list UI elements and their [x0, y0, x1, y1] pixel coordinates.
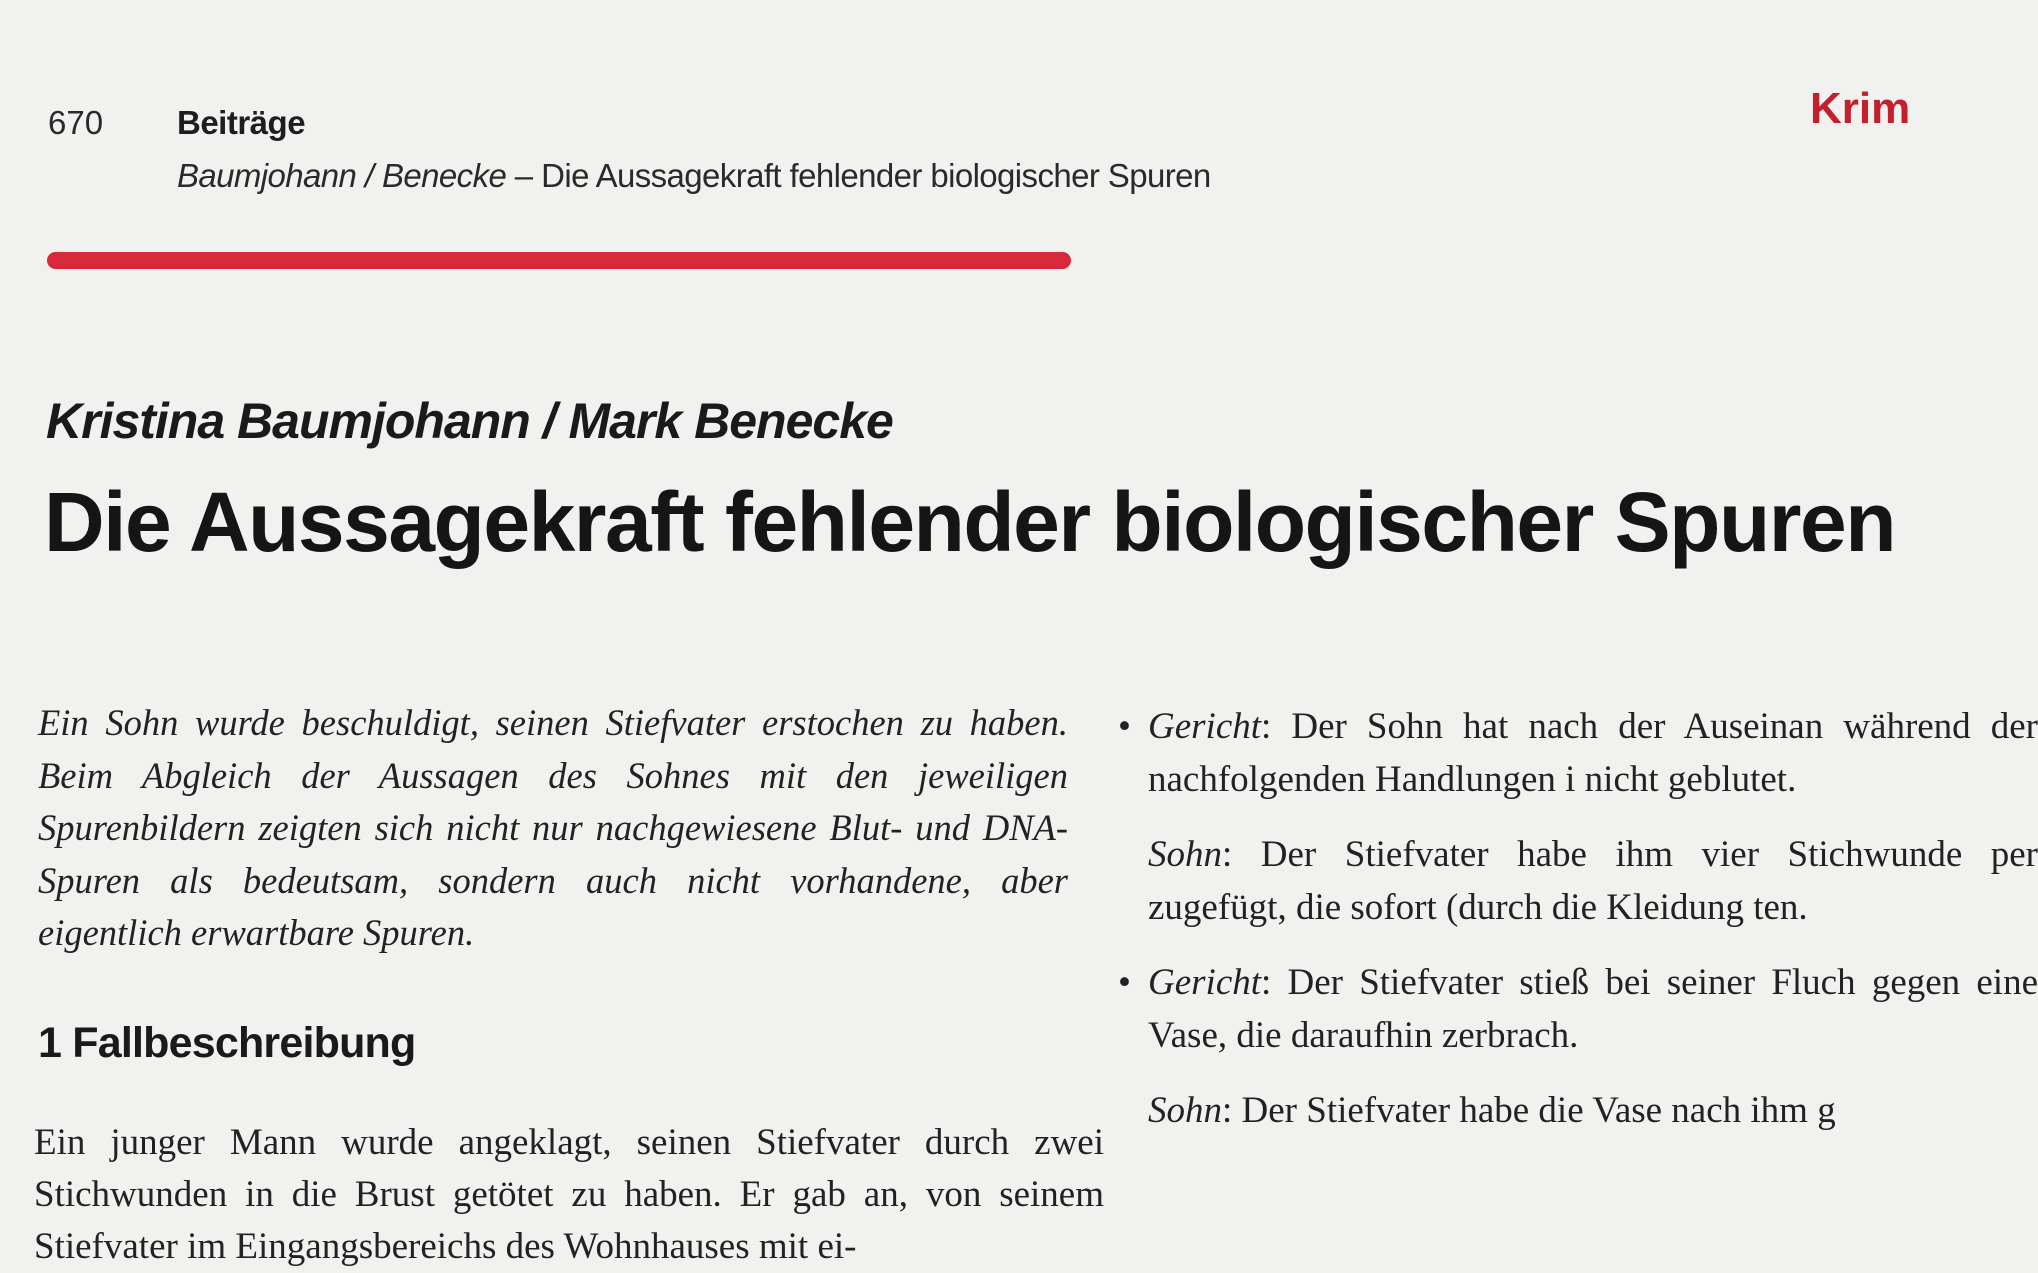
- section-label: Beiträge: [177, 104, 306, 141]
- article-title: Die Aussagekraft fehlender biologischer Spuren: [44, 475, 1896, 569]
- journal-name: Krim: [1810, 84, 1911, 133]
- running-title-text: Die Aussagekraft fehlender biologischer Spuren: [541, 157, 1211, 194]
- right-column: [1118, 700, 2038, 1137]
- page-number: 670: [48, 104, 104, 141]
- article-authors: Kristina Baumjohann / Mark Benecke: [46, 393, 893, 449]
- list-item: [1118, 700, 2038, 806]
- speaker-label: Sohn: [1148, 1090, 1222, 1131]
- abstract: Ein Sohn wurde beschuldigt, seinen Stiefvater erstochen zu haben. Beim Abgleich der Aussagen des Sohnes mit den jeweiligen Spurenbildern zeigten sich nicht nur nachgewiesene Blut- und DNA-Spuren als bedeutsam, sondern auch nicht vorhandene, aber eigentlich erwartbare Spuren.: [38, 702, 1068, 953]
- statement-text: : Der Sohn hat nach der Auseinan während der nachfolgenden Handlungen i nicht geblutet.: [1148, 706, 2038, 800]
- section-heading: 1 Fallbeschreibung: [38, 1019, 416, 1067]
- speaker-label: Sohn: [1148, 834, 1222, 875]
- list-item: [1118, 956, 2038, 1062]
- header-divider: [47, 252, 1071, 269]
- speaker-label: Gericht: [1148, 962, 1262, 1003]
- running-dash: –: [506, 157, 542, 194]
- statement-text: : Der Stiefvater habe ihm vier Stichwunde per zugefügt, die sofort (durch die Kleidung ten.: [1148, 834, 2038, 928]
- statement-text: : Der Stiefvater habe die Vase nach ihm g: [1222, 1090, 1836, 1131]
- left-column: [34, 697, 1104, 1267]
- running-authors: Baumjohann / Benecke: [177, 157, 507, 194]
- running-title: [177, 157, 1211, 195]
- bullet: •: [1118, 706, 1131, 747]
- bullet: •: [1118, 962, 1131, 1003]
- speaker-label: Gericht: [1148, 706, 1262, 747]
- list-item: [1118, 828, 2038, 934]
- body-paragraph: Ein junger Mann wurde angeklagt, seinen Stiefvater durch zwei Stichwunden in die Brust getötet zu haben. Er gab an, von seinem Stiefvater im Eingangsbereichs des Wohnhauses mit ei-: [34, 1122, 1104, 1267]
- list-item: [1118, 1084, 2038, 1137]
- statement-text: : Der Stiefvater stieß bei seiner Fluch gegen eine Vase, die daraufhin zerbrach.: [1148, 962, 2038, 1056]
